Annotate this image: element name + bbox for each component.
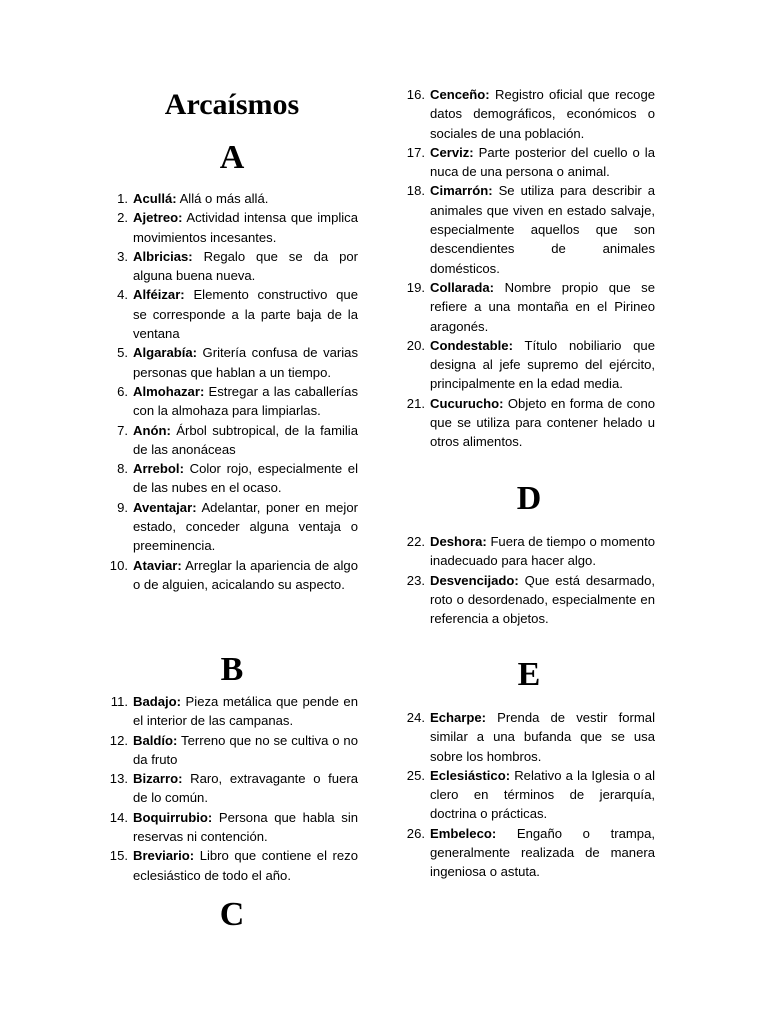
entry-definition: Árbol subtropical, de la familia de las anonáceas (133, 422, 359, 457)
entry-definition: Título nobiliario que designa al jefe supremo del ejército, principalmente en la edad media. (430, 337, 655, 392)
entry-term: Albricias: (133, 248, 193, 264)
list-item (403, 394, 655, 452)
entry-definition: Relativo a la Iglesia o al clero en términos de jerarquía, doctrina o prácticas. (430, 767, 655, 822)
list-item (106, 382, 358, 421)
entry-definition: Prenda de vestir formal similar a una bufanda que se usa sobre los hombros. (430, 710, 655, 764)
entry-term: Condestable: (430, 337, 513, 353)
list-item (106, 498, 358, 556)
entry-number: 22. (406, 534, 425, 549)
list-item (106, 556, 358, 595)
entry-term: Echarpe: (430, 710, 487, 725)
list-item (106, 421, 358, 460)
section-heading-c: C (219, 896, 245, 933)
entry-definition: Raro, extravagante o fuera de lo común. (133, 771, 359, 806)
entry-number: 7. (117, 422, 128, 438)
entry-number: 25. (406, 767, 425, 783)
entry-term: Collarada: (430, 279, 495, 295)
list-item (403, 532, 655, 571)
entry-definition: Estregar a las caballerías con la almohaza para limpiarlas. (133, 383, 358, 419)
list-item (106, 459, 358, 498)
entry-term: Boquirrubio: (133, 809, 213, 825)
entry-number: 4. (117, 287, 128, 303)
entry-number: 16. (406, 87, 425, 102)
entry-number: 5. (117, 345, 128, 361)
entry-number: 10. (109, 557, 128, 573)
list-item (403, 824, 655, 882)
entry-definition: Color rojo, especialmente el de las nubes en el ocaso. (133, 461, 358, 496)
list-item (106, 285, 358, 343)
entry-term: Cimarrón: (430, 183, 493, 199)
entry-number: 13. (109, 771, 128, 787)
entry-list-c (403, 85, 655, 452)
list-item (106, 208, 358, 247)
entry-definition: Regalo que se da por alguna buena nueva. (133, 248, 358, 284)
list-item (106, 846, 358, 885)
entry-term: Ataviar: (133, 557, 182, 573)
entry-term: Algarabía: (133, 345, 198, 361)
entry-term: Breviario: (133, 848, 195, 864)
entry-term: Eclesiástico: (430, 767, 511, 783)
entry-definition: Libro que contiene el rezo eclesiástico de todo el año. (133, 848, 358, 883)
entry-term: Alféizar: (133, 287, 185, 303)
entry-definition: Actividad intensa que implica movimientos incesantes. (133, 210, 359, 245)
page-title: Arcaísmos (164, 88, 300, 121)
entry-term: Badajo: (133, 694, 182, 709)
entry-number: 6. (117, 383, 128, 399)
entry-term: Ajetreo: (133, 210, 183, 226)
list-item (106, 808, 358, 847)
list-item (106, 247, 358, 286)
entry-term: Arrebol: (133, 461, 184, 477)
section-heading-b: B (220, 651, 244, 688)
entry-definition: Nombre propio que se refiere a una montaña en el Pirineo aragonés. (430, 279, 656, 334)
entry-number: 3. (117, 248, 128, 264)
entry-number: 15. (109, 848, 128, 864)
list-item (403, 85, 655, 143)
entry-number: 2. (117, 210, 128, 226)
entry-number: 18. (406, 183, 425, 199)
list-item (403, 571, 655, 629)
entry-number: 1. (117, 191, 128, 206)
entry-definition: Pieza metálica que pende en el interior de las campanas. (133, 694, 358, 729)
entry-term: Acullá: (133, 191, 177, 206)
section-heading-a: A (219, 139, 245, 176)
list-item (106, 731, 358, 770)
entry-term: Cucurucho: (430, 395, 504, 411)
entry-number: 11. (110, 694, 128, 709)
entry-list-e (403, 708, 655, 882)
entry-definition: Arreglar la apariencia de algo o de alguien, acicalando su aspecto. (133, 557, 358, 592)
entry-term: Desvencijado: (430, 572, 519, 588)
list-item (106, 692, 358, 731)
list-item (106, 189, 358, 208)
list-item (403, 278, 655, 336)
entry-term: Cenceño: (430, 87, 490, 102)
entry-definition: Gritería confusa de varias personas que hablan a un tiempo. (133, 345, 359, 380)
entry-term: Almohazar: (133, 383, 205, 399)
list-item (106, 343, 358, 382)
list-item (403, 766, 655, 824)
entry-number: 17. (406, 144, 425, 160)
entry-number: 24. (406, 710, 425, 725)
section-heading-d: D (516, 480, 542, 517)
entry-term: Cerviz: (430, 144, 474, 160)
list-item (403, 336, 655, 394)
entry-list-a (106, 189, 358, 594)
entry-definition: Persona que habla sin reservas ni contención. (133, 809, 359, 845)
entry-definition: Registro oficial que recoge datos demográficos, económicos o sociales de una población. (430, 87, 656, 141)
entry-number: 14. (109, 809, 128, 825)
list-item (403, 143, 655, 182)
entry-number: 12. (109, 732, 128, 748)
entry-number: 19. (406, 279, 425, 295)
entry-number: 23. (406, 572, 425, 588)
entry-term: Anón: (133, 422, 171, 438)
section-heading-e: E (517, 656, 541, 693)
entry-definition: Adelantar, poner en mejor estado, conceder alguna ventaja o preeminencia. (133, 499, 358, 554)
entry-definition: Elemento constructivo que se corresponde a la parte baja de la ventana (133, 287, 358, 342)
entry-number: 9. (117, 499, 128, 515)
entry-number: 20. (406, 337, 425, 353)
entry-term: Embeleco: (430, 825, 497, 841)
entry-definition: Allá o más allá. (179, 191, 269, 206)
entry-term: Baldío: (133, 732, 178, 748)
entry-list-d (403, 532, 655, 628)
entry-definition: Terreno que no se cultiva o no da fruto (133, 732, 358, 767)
entry-number: 8. (117, 461, 128, 477)
entry-term: Bizarro: (133, 771, 183, 787)
entry-list-b (106, 692, 358, 885)
list-item (403, 181, 655, 277)
entry-term: Aventajar: (133, 499, 197, 515)
entry-definition: Engaño o trampa, generalmente realizada de manera ingeniosa o astuta. (430, 825, 655, 880)
entry-definition: Parte posterior del cuello o la nuca de una persona o animal. (430, 144, 656, 180)
entry-number: 21. (406, 395, 425, 411)
entry-definition: Fuera de tiempo o momento inadecuado para hacer algo. (430, 534, 656, 569)
list-item (106, 769, 358, 808)
entry-number: 26. (406, 825, 425, 841)
entry-definition: Objeto en forma de cono que se utiliza para contener helado u otros alimentos. (430, 395, 656, 450)
entry-term: Deshora: (430, 534, 487, 549)
entry-definition: Que está desarmado, roto o desordenado, especialmente en referencia a objetos. (430, 572, 655, 627)
list-item (403, 708, 655, 766)
entry-definition: Se utiliza para describir a animales que viven en estado salvaje, especialmente aquellos que son descendientes de animales domésticos. (430, 183, 656, 276)
